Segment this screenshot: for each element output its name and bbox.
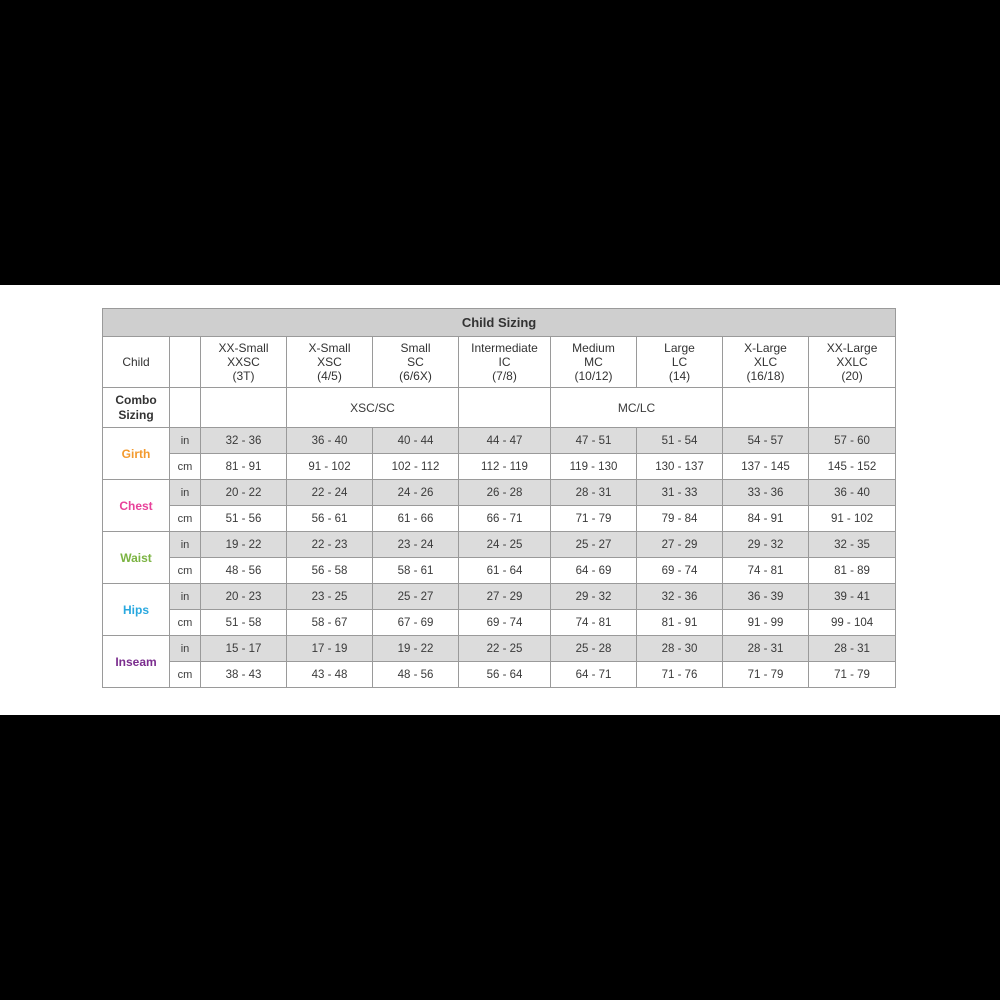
size-value-cell: 19 - 22 xyxy=(373,636,459,662)
unit-label: in xyxy=(170,584,201,610)
table-row xyxy=(103,480,896,506)
size-header-5 xyxy=(637,337,723,388)
combo-cell-1: XSC/SC xyxy=(287,388,459,428)
size-value-cell: 99 - 104 xyxy=(809,610,896,636)
size-value-cell: 74 - 81 xyxy=(551,610,637,636)
combo-sizing-label xyxy=(103,388,170,428)
size-header-name: XX-Small xyxy=(218,341,269,355)
size-value-cell: 24 - 26 xyxy=(373,480,459,506)
size-value-cell: 71 - 79 xyxy=(551,506,637,532)
size-header-name: Intermediate xyxy=(471,341,538,355)
table-row xyxy=(103,558,896,584)
child-sizing-table xyxy=(102,308,896,688)
size-value-cell: 67 - 69 xyxy=(373,610,459,636)
combo-cell-5 xyxy=(809,388,896,428)
size-value-cell: 24 - 25 xyxy=(459,532,551,558)
size-chart-panel xyxy=(0,285,1000,715)
size-value-cell: 74 - 81 xyxy=(723,558,809,584)
size-value-cell: 69 - 74 xyxy=(459,610,551,636)
table-title: Child Sizing xyxy=(103,309,896,337)
size-value-cell: 36 - 40 xyxy=(287,428,373,454)
unit-label: in xyxy=(170,428,201,454)
size-value-cell: 54 - 57 xyxy=(723,428,809,454)
size-header-name: X-Large xyxy=(744,341,787,355)
size-value-cell: 56 - 61 xyxy=(287,506,373,532)
size-value-cell: 28 - 31 xyxy=(723,636,809,662)
size-value-cell: 29 - 32 xyxy=(723,532,809,558)
size-value-cell: 29 - 32 xyxy=(551,584,637,610)
size-value-cell: 25 - 27 xyxy=(551,532,637,558)
combo-unit-blank xyxy=(170,388,201,428)
measure-label-girth: Girth xyxy=(103,428,170,480)
size-header-6 xyxy=(723,337,809,388)
size-header-name: X-Small xyxy=(308,341,351,355)
unit-label: cm xyxy=(170,662,201,688)
size-value-cell: 28 - 31 xyxy=(809,636,896,662)
size-header-code: LC xyxy=(671,355,688,369)
size-value-cell: 119 - 130 xyxy=(551,454,637,480)
corner-label: Child xyxy=(103,337,170,388)
size-value-cell: 25 - 27 xyxy=(373,584,459,610)
size-header-4 xyxy=(551,337,637,388)
size-value-cell: 27 - 29 xyxy=(459,584,551,610)
size-value-cell: 102 - 112 xyxy=(373,454,459,480)
table-row xyxy=(103,506,896,532)
size-value-cell: 44 - 47 xyxy=(459,428,551,454)
size-value-cell: 64 - 71 xyxy=(551,662,637,688)
size-value-cell: 31 - 33 xyxy=(637,480,723,506)
unit-label: cm xyxy=(170,558,201,584)
combo-cell-3: MC/LC xyxy=(551,388,723,428)
size-value-cell: 47 - 51 xyxy=(551,428,637,454)
size-value-cell: 61 - 66 xyxy=(373,506,459,532)
size-value-cell: 81 - 91 xyxy=(637,610,723,636)
measure-label-waist: Waist xyxy=(103,532,170,584)
size-value-cell: 33 - 36 xyxy=(723,480,809,506)
unit-label: in xyxy=(170,636,201,662)
size-value-cell: 23 - 24 xyxy=(373,532,459,558)
size-value-cell: 79 - 84 xyxy=(637,506,723,532)
size-header-kids: (3T) xyxy=(232,369,255,383)
unit-label: cm xyxy=(170,610,201,636)
size-value-cell: 81 - 89 xyxy=(809,558,896,584)
size-value-cell: 48 - 56 xyxy=(373,662,459,688)
size-value-cell: 23 - 25 xyxy=(287,584,373,610)
size-value-cell: 36 - 39 xyxy=(723,584,809,610)
size-value-cell: 137 - 145 xyxy=(723,454,809,480)
size-value-cell: 15 - 17 xyxy=(201,636,287,662)
size-value-cell: 19 - 22 xyxy=(201,532,287,558)
size-value-cell: 112 - 119 xyxy=(459,454,551,480)
size-value-cell: 58 - 67 xyxy=(287,610,373,636)
unit-label: cm xyxy=(170,454,201,480)
combo-label-line2: Sizing xyxy=(118,407,154,422)
size-value-cell: 17 - 19 xyxy=(287,636,373,662)
size-header-code: XXLC xyxy=(836,355,868,369)
size-value-cell: 91 - 99 xyxy=(723,610,809,636)
size-header-name: Small xyxy=(400,341,431,355)
size-value-cell: 84 - 91 xyxy=(723,506,809,532)
size-value-cell: 32 - 35 xyxy=(809,532,896,558)
size-value-cell: 71 - 79 xyxy=(809,662,896,688)
size-value-cell: 20 - 22 xyxy=(201,480,287,506)
table-row xyxy=(103,610,896,636)
size-header-0 xyxy=(201,337,287,388)
size-header-2 xyxy=(373,337,459,388)
size-header-kids: (4/5) xyxy=(317,369,342,383)
size-value-cell: 48 - 56 xyxy=(201,558,287,584)
unit-label: in xyxy=(170,532,201,558)
size-header-kids: (20) xyxy=(841,369,863,383)
combo-cell-0 xyxy=(201,388,287,428)
size-header-code: MC xyxy=(584,355,603,369)
size-header-name: XX-Large xyxy=(826,341,878,355)
size-value-cell: 27 - 29 xyxy=(637,532,723,558)
table-row xyxy=(103,428,896,454)
size-value-cell: 58 - 61 xyxy=(373,558,459,584)
size-value-cell: 145 - 152 xyxy=(809,454,896,480)
size-value-cell: 71 - 79 xyxy=(723,662,809,688)
size-header-1 xyxy=(287,337,373,388)
table-row xyxy=(103,636,896,662)
size-header-name: Large xyxy=(664,341,695,355)
size-value-cell: 56 - 58 xyxy=(287,558,373,584)
size-value-cell: 130 - 137 xyxy=(637,454,723,480)
size-header-name: Medium xyxy=(572,341,615,355)
size-header-kids: (10/12) xyxy=(574,369,613,383)
size-value-cell: 20 - 23 xyxy=(201,584,287,610)
size-value-cell: 91 - 102 xyxy=(809,506,896,532)
size-value-cell: 64 - 69 xyxy=(551,558,637,584)
size-value-cell: 28 - 30 xyxy=(637,636,723,662)
size-value-cell: 36 - 40 xyxy=(809,480,896,506)
measure-label-hips: Hips xyxy=(103,584,170,636)
combo-label-line1: Combo xyxy=(115,392,157,407)
size-header-code: IC xyxy=(498,355,511,369)
size-header-kids: (14) xyxy=(668,369,691,383)
size-header-code: XSC xyxy=(317,355,342,369)
size-value-cell: 71 - 76 xyxy=(637,662,723,688)
size-value-cell: 43 - 48 xyxy=(287,662,373,688)
combo-cell-2 xyxy=(459,388,551,428)
table-row xyxy=(103,532,896,558)
size-header-7 xyxy=(809,337,896,388)
table-row xyxy=(103,584,896,610)
size-value-cell: 61 - 64 xyxy=(459,558,551,584)
size-header-kids: (7/8) xyxy=(492,369,517,383)
size-value-cell: 66 - 71 xyxy=(459,506,551,532)
size-value-cell: 56 - 64 xyxy=(459,662,551,688)
size-value-cell: 51 - 56 xyxy=(201,506,287,532)
unit-header-blank xyxy=(170,337,201,388)
combo-cell-4 xyxy=(723,388,809,428)
size-value-cell: 81 - 91 xyxy=(201,454,287,480)
size-value-cell: 22 - 23 xyxy=(287,532,373,558)
size-value-cell: 51 - 54 xyxy=(637,428,723,454)
size-header-code: XLC xyxy=(753,355,778,369)
size-value-cell: 69 - 74 xyxy=(637,558,723,584)
size-value-cell: 22 - 24 xyxy=(287,480,373,506)
table-row xyxy=(103,454,896,480)
unit-label: cm xyxy=(170,506,201,532)
size-value-cell: 91 - 102 xyxy=(287,454,373,480)
size-value-cell: 32 - 36 xyxy=(201,428,287,454)
size-value-cell: 26 - 28 xyxy=(459,480,551,506)
size-header-code: XXSC xyxy=(227,355,260,369)
size-value-cell: 51 - 58 xyxy=(201,610,287,636)
size-value-cell: 32 - 36 xyxy=(637,584,723,610)
measure-label-chest: Chest xyxy=(103,480,170,532)
size-value-cell: 25 - 28 xyxy=(551,636,637,662)
table-row xyxy=(103,662,896,688)
unit-label: in xyxy=(170,480,201,506)
size-header-kids: (16/18) xyxy=(746,369,785,383)
size-header-code: SC xyxy=(407,355,424,369)
size-value-cell: 28 - 31 xyxy=(551,480,637,506)
size-header-3 xyxy=(459,337,551,388)
measure-label-inseam: Inseam xyxy=(103,636,170,688)
size-value-cell: 40 - 44 xyxy=(373,428,459,454)
size-value-cell: 22 - 25 xyxy=(459,636,551,662)
size-value-cell: 38 - 43 xyxy=(201,662,287,688)
size-header-kids: (6/6X) xyxy=(399,369,432,383)
size-value-cell: 57 - 60 xyxy=(809,428,896,454)
size-value-cell: 39 - 41 xyxy=(809,584,896,610)
